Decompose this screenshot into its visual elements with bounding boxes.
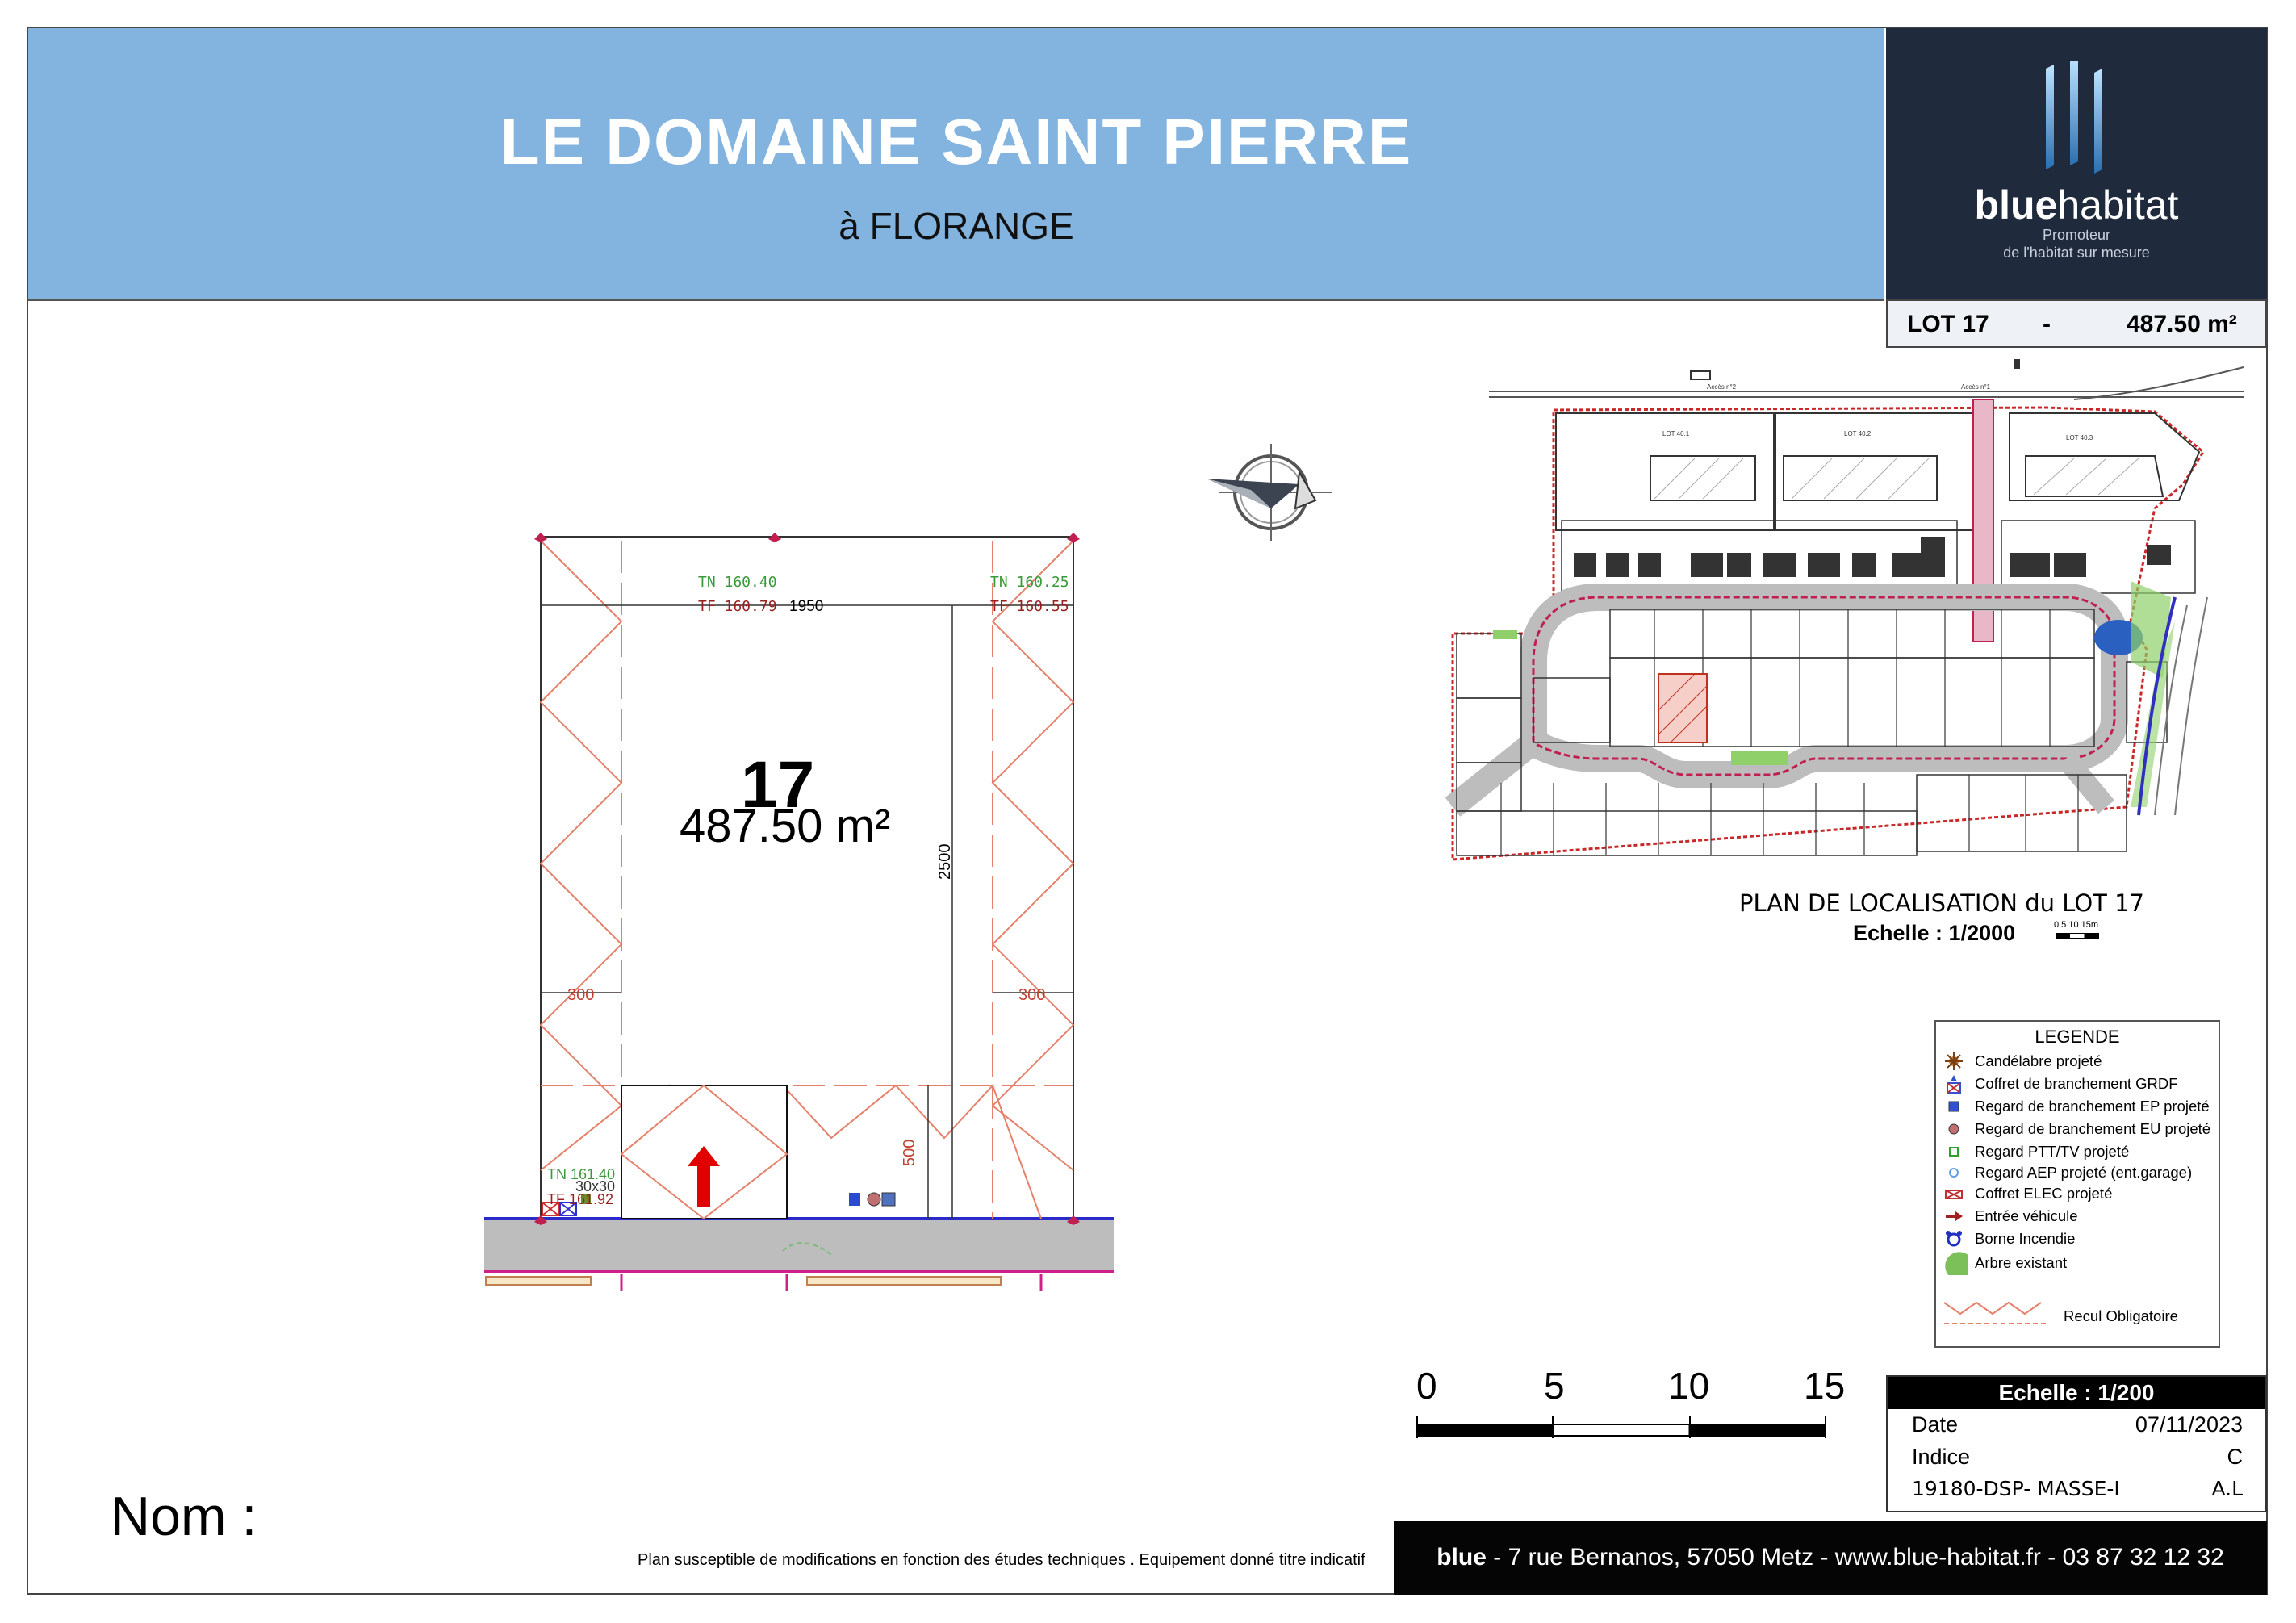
lot-number: LOT 17 <box>1907 311 1989 337</box>
title-block <box>1886 1375 2267 1512</box>
ep-manhole-icon <box>1944 1097 1964 1116</box>
svg-text:Accès n°2: Accès n°2 <box>1707 383 1737 391</box>
lot-dash: - <box>2043 311 2051 337</box>
gas-box-icon <box>1944 1074 1964 1094</box>
footer-brand: blue <box>1437 1544 1487 1571</box>
candelabra-icon <box>1944 1052 1964 1071</box>
recul-right-label: 300 <box>1018 986 1046 1004</box>
svg-text:LOT 40.3: LOT 40.3 <box>2066 434 2093 441</box>
scale-bar <box>1416 1364 1846 1445</box>
scale-bar-graphic <box>1416 1424 1826 1437</box>
lot-summary <box>1886 299 2267 348</box>
tf-corner-label: TF 161.92 <box>547 1191 614 1207</box>
vehicle-entry-icon <box>1944 1207 1964 1226</box>
scale-label-15: 15 <box>1804 1365 1846 1407</box>
date-row: Date 07/11/2023 <box>1912 1412 2243 1437</box>
footer-contact: - 7 rue Bernanos, 57050 Metz - www.blue-habitat.fr - 03 87 32 12 32 <box>1486 1544 2224 1571</box>
indice-row: Indice C <box>1912 1445 2243 1469</box>
page-subtitle: à FLORANGE <box>839 205 1074 247</box>
front-dimension: 500 <box>901 1139 918 1166</box>
brand-logo <box>1886 28 2267 299</box>
logo-wordmark: bluehabitat <box>1974 182 2179 228</box>
reference-row: 19180-DSP- MASSE-I A.L <box>1912 1477 2243 1500</box>
lot-area: 487.50 m² <box>2127 311 2237 337</box>
legend-title: LEGENDE <box>2035 1027 2120 1047</box>
tn-corner-label: TN 161.40 <box>547 1166 616 1182</box>
lot-number-label: 17 <box>741 748 815 822</box>
tf-right-label: TF 160.55 <box>990 598 1069 615</box>
width-dimension: 1950 <box>789 598 824 615</box>
disclaimer-text: Plan susceptible de modifications en fonction des études techniques . Equipement donné titre indicatif <box>638 1551 1365 1569</box>
elec-box-icon <box>1944 1184 1964 1203</box>
location-map <box>1445 355 2252 880</box>
tn-left-label: TN 160.40 <box>698 574 777 591</box>
compass-icon <box>1202 440 1340 545</box>
tf-left-label: TF 160.79 <box>698 598 777 615</box>
depth-dimension: 2500 <box>936 843 954 880</box>
scale-label-5: 5 <box>1544 1365 1565 1407</box>
coffret-size-label: 30x30 <box>575 1178 616 1194</box>
aep-manhole-icon <box>1944 1163 1964 1182</box>
svg-text:Accès n°1: Accès n°1 <box>1961 383 1991 391</box>
mini-scale-bar <box>2056 933 2099 939</box>
scale-label-0: 0 <box>1416 1365 1437 1407</box>
location-plan-scale: Echelle : 1/2000 <box>1853 921 2016 945</box>
legend-box: LEGENDE Candélabre projeté Coffret de branchement GRDF Regard de branchement EP projeté Regard de branchement EU projeté Regard PTT/TV projeté Regard AEP projeté (ent.garage) Coffret ELEC projeté Entrée véhicule Borne Incendie Arbre existant Recul Obligatoire <box>1934 1020 2220 1348</box>
ptt-manhole-icon <box>1944 1142 1964 1161</box>
name-label: Nom : <box>111 1486 257 1547</box>
logo-tagline: Promoteur de l'habitat sur mesure <box>2003 227 2150 261</box>
page-title: LE DOMAINE SAINT PIERRE <box>500 106 1413 178</box>
tn-right-label: TN 160.25 <box>990 574 1069 591</box>
location-plan-title: PLAN DE LOCALISATION du LOT 17 <box>1739 889 2145 917</box>
tree-icon <box>1944 1251 1968 1275</box>
title-banner <box>28 28 1884 301</box>
fire-hydrant-icon <box>1944 1229 1964 1249</box>
recul-left-label: 300 <box>567 986 595 1004</box>
logo-bars-icon <box>2036 61 2117 174</box>
eu-manhole-icon <box>1944 1119 1964 1139</box>
contact-footer <box>1394 1521 2267 1595</box>
setback-icon <box>1943 1296 2047 1325</box>
svg-text:LOT 40.2: LOT 40.2 <box>1844 430 1872 437</box>
mini-scale-label: 0 5 10 15m <box>2054 920 2099 930</box>
scale-header: Echelle : 1/200 <box>1888 1377 2265 1409</box>
lot-area-label: 487.50 m² <box>680 800 891 852</box>
svg-text:LOT 40.1: LOT 40.1 <box>1662 430 1690 437</box>
scale-label-10: 10 <box>1668 1365 1710 1407</box>
